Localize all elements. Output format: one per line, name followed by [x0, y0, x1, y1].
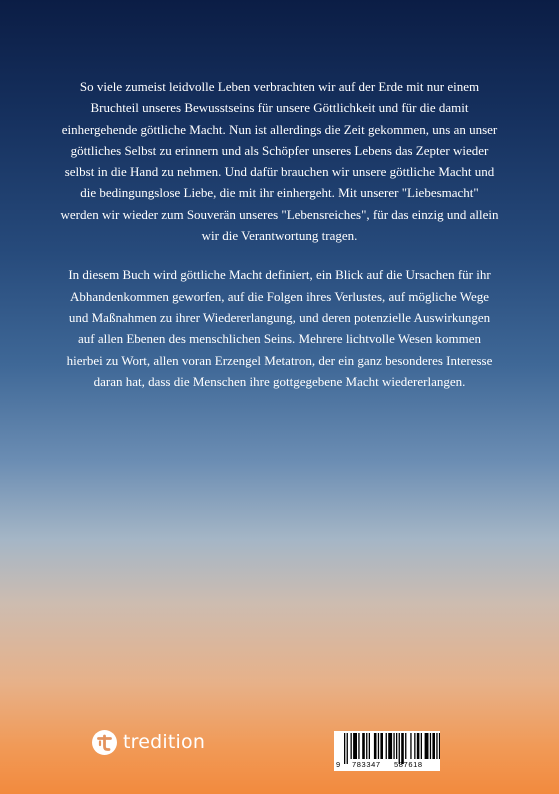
barcode-left-digits: 783347 [352, 760, 381, 769]
barcode-bar [439, 733, 440, 759]
isbn-barcode [334, 731, 440, 771]
barcode-first-digit: 9 [336, 760, 341, 769]
barcode-digits [334, 759, 440, 770]
barcode-bar [410, 733, 411, 759]
blurb-paragraph-2: In diesem Buch wird göttliche Macht definiert, ein Blick auf die Ursachen für ihr Abhandenkommen geworfen, auf die Folgen ihres Verlustes, auf mögliche Wege und Maßnahmen zu ihrer Wiedererlangung, und deren potenzielle Auswirkungen auf allen Ebenen des menschlichen Seins. Mehrere lichtvolle Wesen kommen hierbei zu Wort, allen voran Erzengel Metatron, der ein ganz besonderes Interesse daran hat, dass die Menschen ihre gottgegebene Macht wiedererlangen. [66, 267, 493, 389]
barcode-bar [405, 733, 406, 759]
publisher-name: tredition [123, 731, 206, 753]
barcode-bar [358, 733, 359, 759]
barcode-bar [366, 733, 367, 759]
barcode-bar [436, 733, 437, 759]
barcode-bar [432, 733, 435, 759]
barcode-bar [369, 733, 370, 759]
barcode-bar [430, 733, 431, 759]
barcode-bar [396, 733, 397, 759]
blurb-paragraph-1: So viele zumeist leidvolle Leben verbrachten wir auf der Erde mit nur einem Bruchteil unseres Bewusstseins für unsere Göttlichkeit und für die damit einhergehende göttliche Macht. Nun ist allerdings die Zeit gekommen, uns an unser göttliches Selbst zu erinnern und als Schöpfer unseres Lebens das Zepter wieder selbst in die Hand zu nehmen. Und dafür brauchen wir unsere göttliche Macht und die bedingungslose Liebe, die mit ihr einhergeht. Mit unserer "Liebesmacht" werden wir wieder zum Souverän unseres "Lebensreiches", für das einzig und allein wir die Verantwortung tragen. [60, 79, 499, 244]
barcode-bar [380, 733, 383, 759]
barcode-bar [353, 733, 357, 759]
barcode-bar [386, 733, 387, 759]
barcode-bar [393, 733, 394, 759]
barcode-right-digits: 587618 [394, 760, 423, 769]
barcode-bar [417, 733, 420, 759]
publisher-logo [92, 729, 205, 755]
barcode-bar [378, 733, 379, 759]
barcode-bar [351, 733, 352, 759]
barcode-bar [374, 733, 377, 759]
cover-blurb [60, 76, 499, 392]
tredition-logo-icon [92, 730, 117, 755]
barcode-bar [388, 733, 392, 759]
barcode-bar [425, 733, 429, 759]
barcode-bar [414, 733, 415, 759]
barcode-bar [362, 733, 365, 759]
barcode-bar [421, 733, 422, 759]
